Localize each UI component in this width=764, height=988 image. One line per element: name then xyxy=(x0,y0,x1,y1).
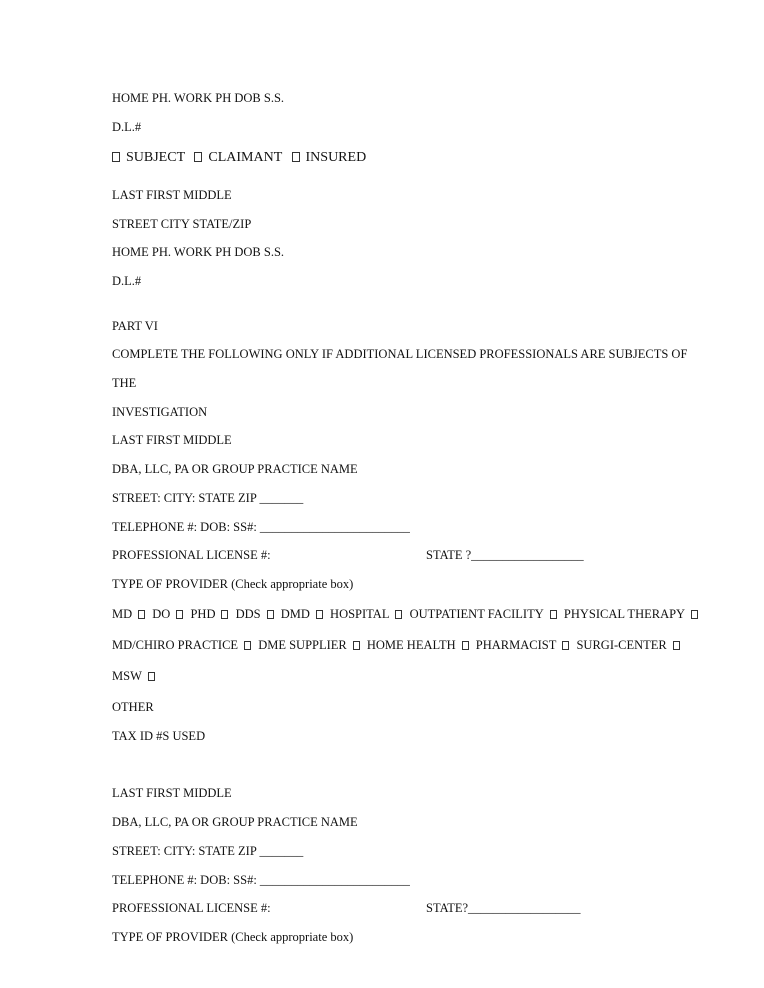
claimant-label: CLAIMANT xyxy=(208,150,283,165)
provider-options-row xyxy=(112,668,159,684)
provider-type-label: TYPE OF PROVIDER (Check appropriate box) xyxy=(112,577,354,591)
drivers-license-line: D.L.# xyxy=(112,120,142,134)
subject-label: SUBJECT xyxy=(126,150,185,165)
provider-checkbox[interactable] xyxy=(316,610,323,619)
contact-line: HOME PH. WORK PH DOB S.S. xyxy=(112,91,285,105)
state-line: STATE?__________________ xyxy=(426,901,581,915)
provider-checkbox[interactable] xyxy=(244,641,251,650)
state-line: STATE ?__________________ xyxy=(426,548,584,562)
tax-id-line: TAX ID #S USED xyxy=(112,729,206,743)
provider-checkbox[interactable] xyxy=(462,641,469,650)
provider-checkbox[interactable] xyxy=(353,641,360,650)
provider-option-label: MD/CHIRO PRACTICE xyxy=(112,638,239,652)
telephone-line: TELEPHONE #: DOB: SS#: ________________________ xyxy=(112,520,410,534)
insured-label: INSURED xyxy=(305,150,367,165)
intro-text: INVESTIGATION xyxy=(112,405,208,419)
provider-option-label: HOSPITAL xyxy=(330,607,390,621)
provider-option-label: DDS xyxy=(235,607,261,621)
provider-checkbox[interactable] xyxy=(550,610,557,619)
provider-checkbox[interactable] xyxy=(176,610,183,619)
license-line: PROFESSIONAL LICENSE #: xyxy=(112,901,271,915)
address-line: STREET CITY STATE/ZIP xyxy=(112,217,252,231)
name-line: LAST FIRST MIDDLE xyxy=(112,786,232,800)
street-line: STREET: CITY: STATE ZIP _______ xyxy=(112,491,304,505)
intro-text: COMPLETE THE FOLLOWING ONLY IF ADDITIONAL LICENSED PROFESSIONALS ARE SUBJECTS OF xyxy=(112,347,688,361)
provider-checkbox[interactable] xyxy=(562,641,569,650)
provider-checkbox[interactable] xyxy=(395,610,402,619)
intro-text: THE xyxy=(112,376,137,390)
provider-option-label: DMD xyxy=(280,607,310,621)
dba-line: DBA, LLC, PA OR GROUP PRACTICE NAME xyxy=(112,815,358,829)
provider-checkbox[interactable] xyxy=(221,610,228,619)
provider-option-label: PHD xyxy=(190,607,216,621)
provider-checkbox[interactable] xyxy=(267,610,274,619)
claimant-checkbox[interactable] xyxy=(194,152,202,162)
other-line: OTHER xyxy=(112,700,154,714)
insured-checkbox[interactable] xyxy=(292,152,300,162)
drivers-license-line: D.L.# xyxy=(112,274,142,288)
provider-option-label: DO xyxy=(152,607,171,621)
telephone-line: TELEPHONE #: DOB: SS#: ________________________ xyxy=(112,873,410,887)
provider-checkbox[interactable] xyxy=(691,610,698,619)
provider-checkbox[interactable] xyxy=(138,610,145,619)
provider-option-label: MSW xyxy=(112,669,142,683)
provider-option-label: DME SUPPLIER xyxy=(258,638,347,652)
subject-checkbox[interactable] xyxy=(112,152,120,162)
license-line: PROFESSIONAL LICENSE #: xyxy=(112,548,271,562)
role-options xyxy=(112,150,366,166)
name-line: LAST FIRST MIDDLE xyxy=(112,188,232,202)
provider-option-label: HOME HEALTH xyxy=(366,638,456,652)
provider-type-label: TYPE OF PROVIDER (Check appropriate box) xyxy=(112,930,354,944)
name-line: LAST FIRST MIDDLE xyxy=(112,433,232,447)
provider-option-label: PHARMACIST xyxy=(475,638,557,652)
provider-option-label: PHYSICAL THERAPY xyxy=(563,607,686,621)
dba-line: DBA, LLC, PA OR GROUP PRACTICE NAME xyxy=(112,462,358,476)
contact-line: HOME PH. WORK PH DOB S.S. xyxy=(112,245,285,259)
provider-option-label: OUTPATIENT FACILITY xyxy=(409,607,544,621)
provider-option-label: SURGI-CENTER xyxy=(576,638,667,652)
part-heading: PART VI xyxy=(112,319,158,333)
provider-checkbox[interactable] xyxy=(673,641,680,650)
provider-checkbox[interactable] xyxy=(148,672,155,681)
street-line: STREET: CITY: STATE ZIP _______ xyxy=(112,844,304,858)
provider-option-label: MD xyxy=(112,607,133,621)
provider-options-row xyxy=(112,637,684,653)
provider-options-row xyxy=(112,606,702,622)
